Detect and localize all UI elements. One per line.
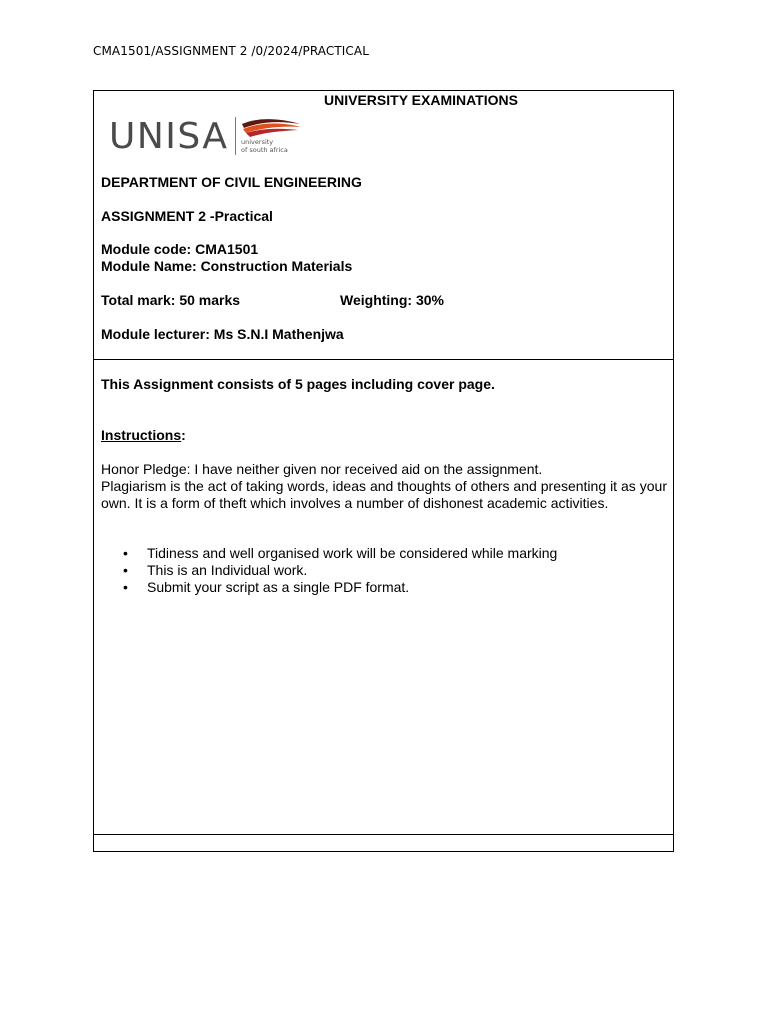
- instructions-heading-colon: :: [181, 427, 186, 443]
- logo-wing-icon: [240, 118, 302, 138]
- bullet-icon: •: [123, 545, 128, 561]
- cover-table: [93, 90, 674, 852]
- assignment-title: ASSIGNMENT 2 -Practical: [101, 208, 273, 224]
- cover-details-cell: [94, 91, 673, 360]
- logo-wordmark: UNISA: [109, 116, 229, 157]
- list-item-text: Tidiness and well organised work will be considered while marking: [147, 545, 558, 561]
- list-item: [94, 579, 557, 596]
- instructions-heading: [101, 427, 186, 443]
- instructions-heading-text: Instructions: [101, 427, 182, 443]
- module-code: Module code: CMA1501: [101, 241, 259, 257]
- bullet-icon: •: [123, 579, 128, 595]
- plagiarism-statement: Plagiarism is the act of taking words, ideas and thoughts of others and presenting it as your own. It is a form of theft which involves a number of dishonest academic activities.: [101, 478, 667, 511]
- weighting: Weighting: 30%: [340, 292, 444, 308]
- bullet-icon: •: [123, 562, 128, 578]
- exam-title: UNIVERSITY EXAMINATIONS: [324, 92, 518, 108]
- logo-tagline-line2: of south africa: [241, 145, 288, 154]
- total-mark: Total mark: 50 marks: [101, 292, 241, 308]
- pages-note: This Assignment consists of 5 pages including cover page.: [101, 376, 495, 392]
- list-item-text: Submit your script as a single PDF format.: [147, 579, 410, 595]
- unisa-logo: [109, 115, 309, 159]
- honor-pledge: Honor Pledge: I have neither given nor received aid on the assignment.: [101, 461, 543, 477]
- logo-tagline-line1: university: [241, 138, 274, 146]
- page-header: CMA1501/ASSIGNMENT 2 /0/2024/PRACTICAL: [93, 44, 369, 58]
- module-name: Module Name: Construction Materials: [101, 258, 353, 274]
- list-item: [94, 562, 557, 579]
- logo-tagline: [241, 139, 288, 154]
- list-item-text: This is an Individual work.: [147, 562, 308, 578]
- module-lecturer: Module lecturer: Ms S.N.I Mathenjwa: [101, 326, 344, 342]
- instructions-cell: [94, 360, 673, 835]
- list-item: [94, 545, 557, 562]
- department-name: DEPARTMENT OF CIVIL ENGINEERING: [101, 174, 362, 190]
- instructions-list: [94, 545, 557, 596]
- logo-divider: [235, 117, 236, 155]
